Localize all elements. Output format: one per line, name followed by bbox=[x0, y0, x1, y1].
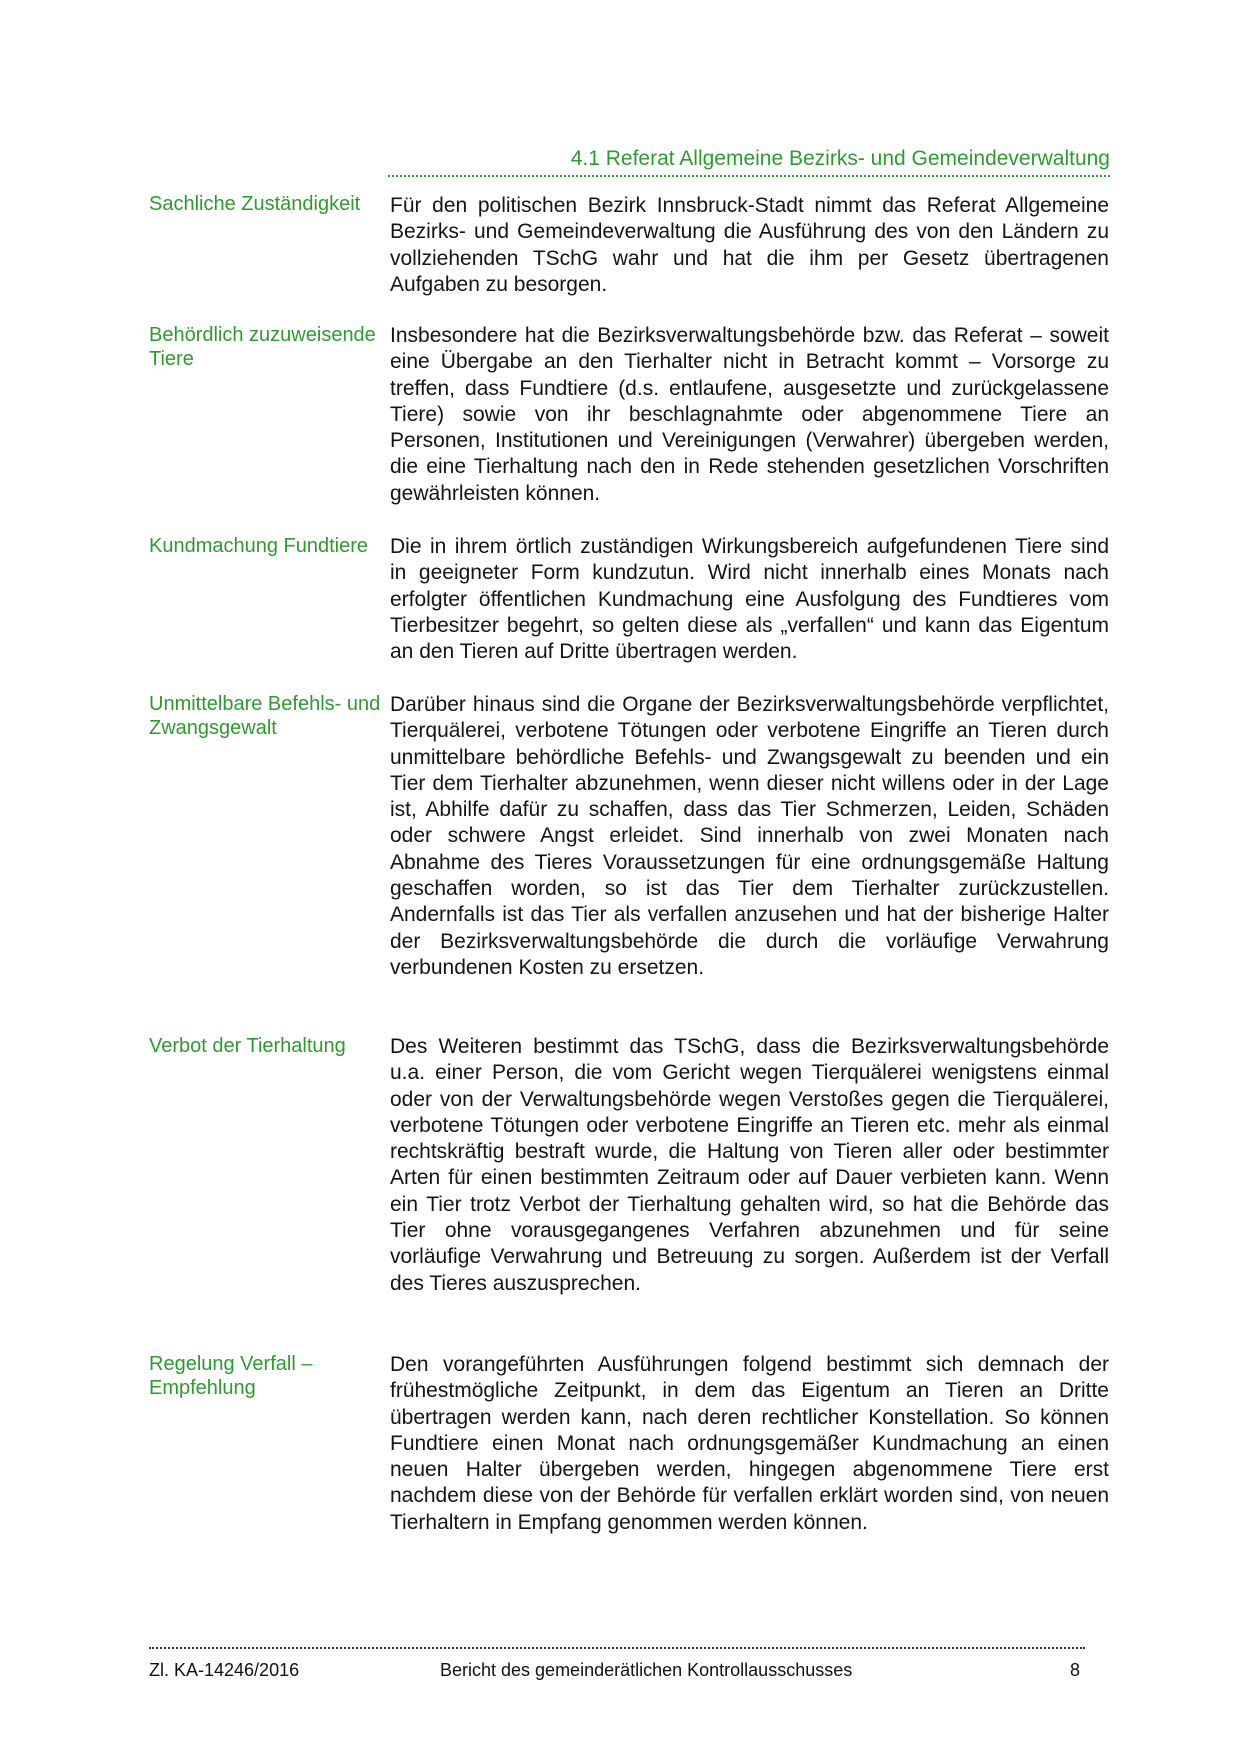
header-divider bbox=[388, 175, 1110, 177]
margin-note-regelung-verfall: Regelung Verfall – Empfehlung bbox=[149, 1353, 313, 1399]
footer-divider bbox=[149, 1647, 1085, 1649]
margin-note-sachliche-zustaendigkeit: Sachliche Zuständigkeit bbox=[149, 193, 361, 215]
margin-note-verbot-der-tierhaltung: Verbot der Tierhaltung bbox=[149, 1035, 346, 1057]
margin-note-kundmachung-fundtiere: Kundmachung Fundtiere bbox=[149, 535, 369, 557]
paragraph-verbot-der-tierhaltung: Des Weiteren bestimmt das TSchG, dass die Bezirksverwaltungsbehörde u.a. einer Person, die vom Gericht wegen Tierquälerei wenigstens einmal oder von der Verwaltungsbehörde wegen Verstoßes gegen die Tierquälerei, verbotene Tötungen oder verbotene Eingriffe an Tieren etc. mehr als einmal rechtskräftig bestraft wurde, die Haltung von Tieren aller oder bestimmter Arten für einen bestimmten Zeitraum oder auf Dauer verbieten kann. Wenn ein Tier trotz Verbot der Tierhaltung gehalten wird, so hat die Behörde das Tier ohne vorausgegangenes Verfahren abzunehmen und für seine vorläufige Verwahrung und Betreuung zu sorgen. Außerdem ist der Verfall des Tieres auszusprechen. bbox=[390, 1035, 1109, 1295]
page-number: 8 bbox=[1070, 1660, 1081, 1680]
paragraph-kundmachung-fundtiere: Die in ihrem örtlich zuständigen Wirkungsbereich aufgefundenen Tiere sind in geeigneter Form kundzutun. Wird nicht innerhalb eines Monats nach erfolgter öffentlichen Kundmachung eine Ausfolgung des Fundtieres vom Tierbesitzer begehrt, so gelten diese als „verfallen“ und kann das Eigentum an den Tieren auf Dritte übertragen werden. bbox=[390, 535, 1109, 664]
footer-report-title: Bericht des gemeinderätlichen Kontrollausschusses bbox=[440, 1660, 853, 1680]
footer-reference: Zl. KA-14246/2016 bbox=[149, 1660, 300, 1680]
paragraph-behoerdlich-zuzuweisende-tiere: Insbesondere hat die Bezirksverwaltungsbehörde bzw. das Referat – soweit eine Übergabe an den Tierhalter nicht in Betracht kommt – Vorsorge zu treffen, dass Fundtiere (d.s. entlaufene, ausgesetzte und zurückgelassene Tiere) sowie von ihr beschlagnahmte oder abgenommene Tiere an Personen, Institutionen und Vereinigungen (Verwahrer) übergeben werden, die eine Tierhaltung nach den in Rede stehenden gesetzlichen Vorschriften gewährleisten können. bbox=[390, 324, 1109, 505]
paragraph-sachliche-zustaendigkeit: Für den politischen Bezirk Innsbruck-Stadt nimmt das Referat Allgemeine Bezirks- und Gemeindeverwaltung die Ausführung des von den Ländern zu vollziehenden TSchG wahr und hat die ihm per Gesetz übertragenen Aufgaben zu besorgen. bbox=[390, 194, 1109, 296]
paragraph-befehls-und-zwangsgewalt: Darüber hinaus sind die Organe der Bezirksverwaltungsbehörde verpflichtet, Tierquälerei, verbotene Tötungen oder verbotene Eingriffe an Tieren durch unmittelbare behördliche Befehls- und Zwangsgewalt zu beenden und ein Tier dem Tierhalter abzunehmen, wenn dieser nicht willens oder in der Lage ist, Abhilfe dafür zu schaffen, dass das Tier Schmerzen, Leiden, Schäden oder schwere Angst erleidet. Sind innerhalb von zwei Monaten nach Abnahme des Tieres Voraussetzungen für eine ordnungsgemäße Haltung geschaffen worden, so ist das Tier dem Tierhalter zurückzustellen. Andernfalls ist das Tier als verfallen anzusehen und hat der bisherige Halter der Bezirksverwaltungsbehörde die durch die vorläufige Verwahrung verbundenen Kosten zu ersetzen. bbox=[390, 693, 1109, 979]
margin-note-behoerdlich-zuzuweisende-tiere: Behördlich zuzuweisende Tiere bbox=[149, 324, 376, 370]
margin-note-befehls-und-zwangsgewalt: Unmittelbare Befehls- und Zwangsgewalt bbox=[149, 693, 381, 739]
section-header-title: 4.1 Referat Allgemeine Bezirks- und Gemeindeverwaltung bbox=[570, 147, 1110, 170]
paragraph-regelung-verfall: Den vorangeführten Ausführungen folgend bestimmt sich demnach der frühestmögliche Zeitpunkt, in dem das Eigentum an Tieren an Dritte übertragen werden kann, nach deren rechtlicher Konstellation. So können Fundtiere einen Monat nach ordnungsgemäßer Kundmachung an einen neuen Halter übergeben werden, hingegen abgenommene Tiere erst nachdem diese von der Behörde für verfallen erklärt worden sind, von neuen Tierhaltern in Empfang genommen werden können. bbox=[390, 1353, 1109, 1534]
